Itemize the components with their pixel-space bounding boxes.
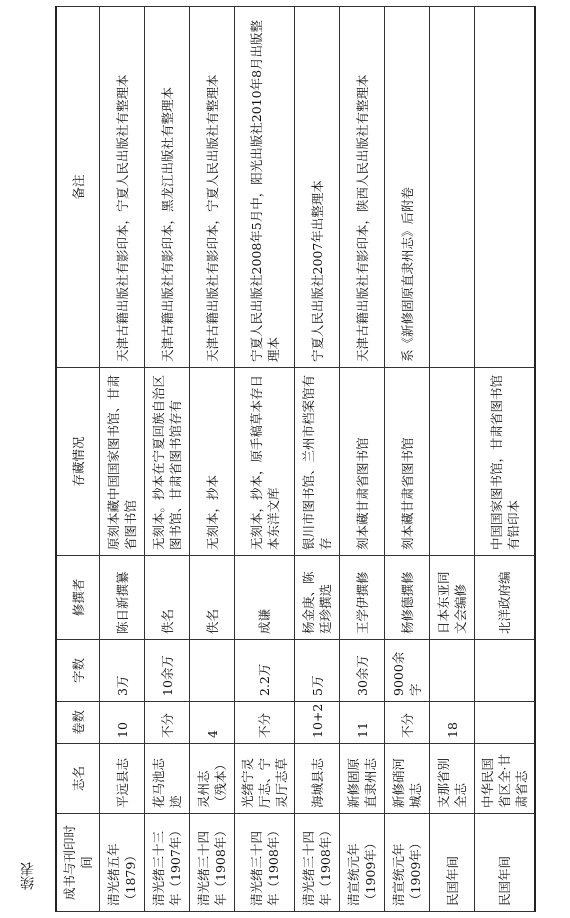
table-cell [430, 7, 475, 368]
table-cell: 清光绪三十四年（1908年） [235, 814, 295, 912]
table-cell: 中国国家图书馆，甘肃省图书馆有铅印本 [475, 368, 536, 556]
table-cell: 杨金庚、陈廷珍撰选 [295, 556, 340, 640]
header-cell: 卷数 [56, 702, 100, 744]
table-cell: 新修硝河城志 [385, 744, 430, 814]
table-cell: 清光绪三十三年（1907年） [145, 814, 190, 912]
table-cell [430, 368, 475, 556]
table-cell: 陈日新撰纂 [100, 556, 145, 640]
table-row [475, 7, 536, 912]
table-cell: 王学伊撰修 [340, 556, 385, 640]
table-cell: 不分 [235, 702, 295, 744]
table-row [190, 7, 235, 912]
table-cell: 海城县志 [295, 744, 340, 814]
table-cell: 9000余字 [385, 640, 430, 702]
table-cell: 无刻本，抄本，原手稿草本存日本东洋文库 [235, 368, 295, 556]
table-cell: 不分 [385, 702, 430, 744]
gazetteer-table [55, 6, 536, 912]
header-cell: 修撰者 [56, 556, 100, 640]
table-cell: 天津古籍出版社有影印本，宁夏人民出版社有整理本 [190, 7, 235, 368]
table-cell: 天津古籍出版社有影印本，黑龙江出版社有整理本 [145, 7, 190, 368]
table-cell: 支那省别全志 [430, 744, 475, 814]
table-cell: 清宣统元年（1909年） [340, 814, 385, 912]
table-cell: 花马池志迹 [145, 744, 190, 814]
table-cell: 11 [340, 702, 385, 744]
table-cell: 佚名 [190, 556, 235, 640]
table-cell: 30余万 [340, 640, 385, 702]
table-row [100, 7, 145, 912]
table-cell: 成谦 [235, 556, 295, 640]
table-cell: 宁夏人民出版社2007年出整理本 [295, 7, 340, 368]
table-cell: 刻本藏甘肃省图书馆 [340, 368, 385, 556]
table-cell: 无刻本。抄本在宁夏回族自治区图书馆、甘肃省图书馆存有 [145, 368, 190, 556]
table-cell: 光绪宁灵厅志、宁灵厅志草 [235, 744, 295, 814]
table-cell: 不分 [145, 702, 190, 744]
table-cell: 系《新修固原直隶州志》后附卷 [385, 7, 430, 368]
table-row [235, 7, 295, 912]
table-cell [475, 7, 536, 368]
table-cell: 5万 [295, 640, 340, 702]
header-cell: 备注 [56, 7, 100, 368]
table-cell [430, 640, 475, 702]
table-cell: 平远县志 [100, 744, 145, 814]
table-cell: 10 [100, 702, 145, 744]
table-cell: 银川市图书馆、兰州市档案馆有存 [295, 368, 340, 556]
table-cell: 宁夏人民出版社2008年5月中，阳光出版社2010年8月出版整理本 [235, 7, 295, 368]
table-cell: 日本东亚同文会编修 [430, 556, 475, 640]
table-cell: 清光绪三十四年（1908年） [295, 814, 340, 912]
table-cell: 天津古籍出版社有影印本，陕西人民出版社有整理本 [340, 7, 385, 368]
continued-label: 续表 [20, 862, 36, 890]
table-cell: 无刻本，抄本 [190, 368, 235, 556]
table-cell: 清宣统元年（1909年） [385, 814, 430, 912]
table-cell: 原刻本藏中国国家图书馆、甘肃省图书馆 [100, 368, 145, 556]
table-cell [190, 640, 235, 702]
header-cell: 字数 [56, 640, 100, 702]
table-cell: 民国年间 [430, 814, 475, 912]
table-row [430, 7, 475, 912]
table-cell: 18 [430, 702, 475, 744]
table-cell: 刻本藏甘肃省图书馆 [385, 368, 430, 556]
table-row [385, 7, 430, 912]
table-cell: 清光绪五年（1879） [100, 814, 145, 912]
table-row [295, 7, 340, 912]
table-cell: 清光绪三十四年（1908年） [190, 814, 235, 912]
table-cell: 杨修德撰修 [385, 556, 430, 640]
header-cell: 成书与刊印时间 [56, 814, 100, 912]
table-cell: 3万 [100, 640, 145, 702]
table-cell [475, 702, 536, 744]
table-row [145, 7, 190, 912]
table-cell: 中华民国省区全·甘肃省志 [475, 744, 536, 814]
table-cell: 10+2 [295, 702, 340, 744]
header-row [56, 7, 100, 912]
table-cell: 天津古籍出版社有影印本，宁夏人民出版社有整理本 [100, 7, 145, 368]
header-cell: 志名 [56, 744, 100, 814]
table-cell: 2.2万 [235, 640, 295, 702]
table-cell: 新修固原直隶州志 [340, 744, 385, 814]
table-cell: 灵州志（残本） [190, 744, 235, 814]
table-cell: 4 [190, 702, 235, 744]
table-cell [475, 640, 536, 702]
header-cell: 存藏情况 [56, 368, 100, 556]
table-cell: 10余万 [145, 640, 190, 702]
table-cell: 佚名 [145, 556, 190, 640]
table-cell: 民国年间 [475, 814, 536, 912]
table-cell: 北洋政府编 [475, 556, 536, 640]
table-row [340, 7, 385, 912]
